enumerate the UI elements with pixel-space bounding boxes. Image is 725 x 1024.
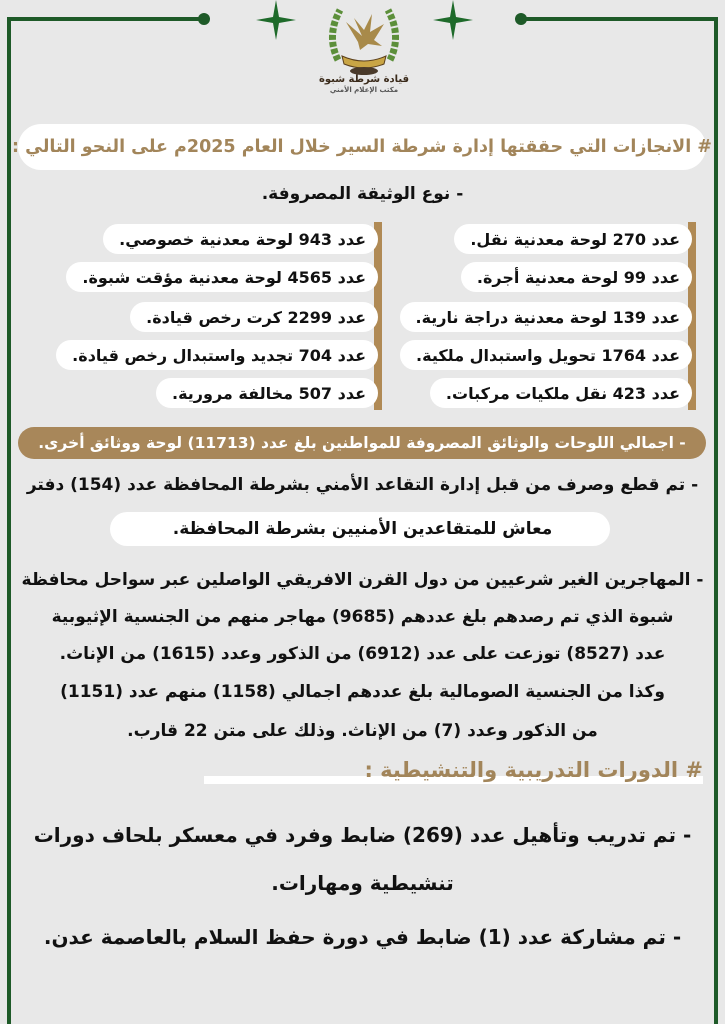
frame-border-left (7, 17, 11, 1024)
retirement-line-2: معاش للمتقاعدين الأمنيين بشرطة المحافظة. (172, 519, 553, 539)
document-item: عدد 423 نقل ملكيات مركبات. (430, 378, 692, 408)
document-item: عدد 704 تجديد واستبدال رخص قيادة. (56, 340, 378, 370)
migrants-line: وكذا من الجنسية الصومالية بلغ عددهم اجمالي (1158) منهم عدد (1151) (60, 682, 665, 702)
training-line: - تم تدريب وتأهيل عدد (269) ضابط وفرد في معسكر بلحاف دورات (33, 823, 692, 847)
migrants-line: - المهاجرين الغير شرعيين من دول القرن الافريقي الواصلين عبر سواحل محافظة (21, 570, 704, 590)
sparkle-star-icon (433, 0, 473, 40)
training-line: - تم مشاركة عدد (1) ضابط في دورة حفظ السلام بالعاصمة عدن. (43, 925, 682, 949)
document-item: عدد 943 لوحة معدنية خصوصي. (103, 224, 378, 254)
migrants-line: عدد (8527) توزعت على عدد (6912) من الذكور وعدد (1615) من الإناث. (59, 644, 666, 664)
logo-subtitle: مكتب الإعلام الأمني (329, 86, 399, 94)
frame-border-top-left (7, 17, 205, 21)
frame-border-top-right (520, 17, 718, 21)
migrants-line: من الذكور وعدد (7) من الإناث. وذلك على متن 22 قارب. (127, 721, 598, 741)
police-logo (318, 0, 410, 110)
retirement-line-1: - تم قطع وصرف من قبل إدارة التقاعد الأمني بشرطة المحافظة عدد (154) دفتر (26, 475, 699, 495)
frame-dot-icon (198, 13, 210, 25)
training-heading: # الدورات التدريبية والتنشيطية : (204, 758, 703, 784)
training-line: تنشيطية ومهارات. (271, 871, 454, 895)
logo-title: قيادة شرطة شبوة (318, 74, 409, 85)
document-item: عدد 270 لوحة معدنية نقل. (454, 224, 692, 254)
frame-dot-icon (515, 13, 527, 25)
document-item: عدد 1764 تحويل واستبدال ملكية. (400, 340, 692, 370)
document-item: عدد 2299 كرت رخص قيادة. (130, 302, 378, 332)
document-item: عدد 507 مخالفة مرورية. (156, 378, 378, 408)
frame-border-right (714, 17, 718, 1024)
page-title: # الانجازات التي حققتها إدارة شرطة السير خلال العام 2025م على النحو التالي : (18, 124, 706, 170)
documents-left-column (40, 222, 382, 410)
documents-right-column (390, 222, 696, 410)
document-item: عدد 99 لوحة معدنية أجرة. (461, 262, 692, 292)
document-item: عدد 4565 لوحة معدنية مؤقت شبوة. (66, 262, 378, 292)
documents-total-banner: - اجمالي اللوحات والوثائق المصروفة للمواطنين بلغ عدد (11713) لوحة ووثائق أخرى. (18, 427, 706, 459)
migrants-line: شبوة الذي تم رصدهم بلغ عددهم (9685) مهاجر منهم من الجنسية الإثيوبية (51, 607, 674, 627)
eagle-emblem-icon (324, 0, 404, 76)
document-item: عدد 139 لوحة معدنية دراجة نارية. (400, 302, 693, 332)
sparkle-star-icon (256, 0, 296, 40)
documents-heading: - نوع الوثيقة المصروفة. (261, 184, 464, 204)
